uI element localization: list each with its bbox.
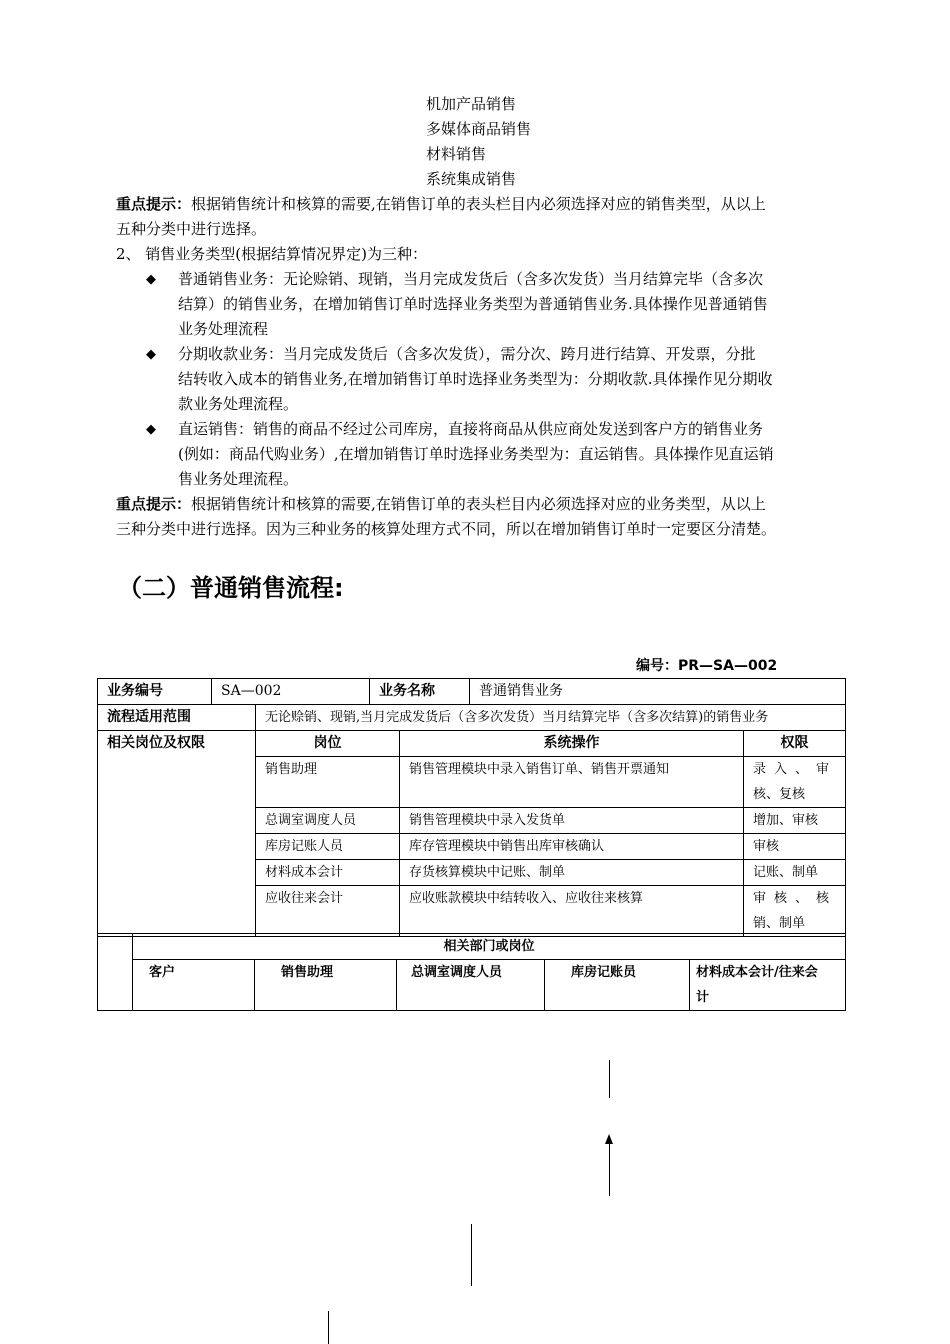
dept-left-margin <box>98 934 133 1011</box>
key-tip-text-cont: 五种分类中进行选择。 <box>116 220 267 238</box>
bullet-line: 分期收款业务：当月完成发货后（含多次发货），需分次、跨月进行结算、开发票，分批 <box>178 345 756 363</box>
dept-accountant-line: 计 <box>696 990 710 1005</box>
scope-value: 无论赊销、现销,当月完成发货后（含多次发货）当月结算完毕（含多次结算)的销售业务 <box>256 705 846 731</box>
diamond-bullet-icon: ◆ <box>146 272 156 287</box>
department-table <box>97 933 846 1011</box>
col-header-operation: 系统操作 <box>400 731 744 757</box>
post-cell: 总调室调度人员 <box>256 808 400 834</box>
bullet-line: 结转收入成本的销售业务,在增加销售订单时选择业务类型为：分期收款.具体操作见分期收 <box>178 370 773 388</box>
col-header-post: 岗位 <box>256 731 400 757</box>
business-types-heading: 2、 销售业务类型(根据结算情况界定)为三种： <box>116 245 428 263</box>
document-number: 编号：PR—SA—002 <box>636 658 778 674</box>
permission-line: 核、复核 <box>753 787 806 802</box>
sales-type-item: 材料销售 <box>426 145 487 163</box>
biz-name-value: 普通销售业务 <box>470 679 846 705</box>
post-cell: 销售助理 <box>256 757 400 808</box>
sales-type-item: 多媒体商品销售 <box>426 120 532 138</box>
key-tip-1 <box>116 192 846 242</box>
col-header-permission: 权限 <box>744 731 846 757</box>
post-cell: 应收往来会计 <box>256 886 400 937</box>
permission-line: 审 核 、 核 <box>753 891 830 906</box>
sales-type-item: 系统集成销售 <box>426 170 517 188</box>
key-tip-label: 重点提示： <box>116 495 192 513</box>
bullet-line: 普通销售业务：无论赊销、现销，当月完成发货后（含多次发货）当月结算完毕（含多次 <box>178 270 764 288</box>
dept-customer: 客户 <box>133 960 255 1011</box>
flow-connector-line <box>609 1142 610 1196</box>
bullet-line: 业务处理流程 <box>178 320 269 338</box>
bullet-installment <box>146 342 846 417</box>
permission-cell <box>744 757 846 808</box>
sales-type-item: 机加产品销售 <box>426 95 517 113</box>
operation-cell: 存货核算模块中记账、制单 <box>400 860 744 886</box>
key-tip-text: 根据销售统计和核算的需要,在销售订单的表头栏目内必须选择对应的业务类型，从以上 <box>191 495 766 513</box>
scope-label: 流程适用范围 <box>98 705 256 731</box>
flow-connector-line <box>471 1224 472 1286</box>
flow-connector-line <box>609 1060 610 1098</box>
bullet-line: (例如：商品代购业务）,在增加销售订单时选择业务类型为：直运销售。具体操作见直运销 <box>178 445 774 463</box>
key-tip-text: 根据销售统计和核算的需要,在销售订单的表头栏目内必须选择对应的销售类型，从以上 <box>191 195 766 213</box>
bullet-normal-sales <box>146 267 846 342</box>
biz-name-label: 业务名称 <box>370 679 470 705</box>
diamond-bullet-icon: ◆ <box>146 347 156 362</box>
diamond-bullet-icon: ◆ <box>146 422 156 437</box>
key-tip-text-cont: 三种分类中进行选择。因为三种业务的核算处理方式不同，所以在增加销售订单时一定要区分清楚。 <box>116 520 777 538</box>
post-cell: 库房记账人员 <box>256 834 400 860</box>
dept-dispatcher: 总调室调度人员 <box>397 960 545 1011</box>
key-tip-label: 重点提示： <box>116 195 192 213</box>
dept-sales-assistant: 销售助理 <box>255 960 397 1011</box>
biz-code-label: 业务编号 <box>98 679 212 705</box>
bullet-line: 结算）的销售业务，在增加销售订单时选择业务类型为普通销售业务.具体操作见普通销售 <box>178 295 768 313</box>
bullet-direct-shipping <box>146 417 846 492</box>
permission-cell: 增加、审核 <box>744 808 846 834</box>
process-table <box>97 678 846 937</box>
operation-cell: 销售管理模块中录入发货单 <box>400 808 744 834</box>
dept-warehouse-clerk: 库房记账员 <box>545 960 690 1011</box>
dept-header: 相关部门或岗位 <box>133 934 846 960</box>
bullet-line: 直运销售：销售的商品不经过公司库房，直接将商品从供应商处发送到客户方的销售业务 <box>178 420 764 438</box>
sales-type-list <box>426 92 531 192</box>
operation-cell: 库存管理模块中销售出库审核确认 <box>400 834 744 860</box>
key-tip-2 <box>116 492 846 542</box>
operation-cell: 销售管理模块中录入销售订单、销售开票通知 <box>400 757 744 808</box>
flow-connector-line <box>328 1311 329 1344</box>
bullet-line: 售业务处理流程。 <box>178 470 299 488</box>
permission-line: 录 入 、 审 <box>753 762 830 777</box>
permission-cell: 记账、制单 <box>744 860 846 886</box>
roles-label: 相关岗位及权限 <box>98 731 256 937</box>
biz-code-value: SA—002 <box>212 679 370 705</box>
bullet-line: 款业务处理流程。 <box>178 395 299 413</box>
post-cell: 材料成本会计 <box>256 860 400 886</box>
permission-line: 销、制单 <box>753 916 806 931</box>
section-title: （二）普通销售流程: <box>118 574 344 602</box>
dept-accountant-line: 材料成本会计/往来会 <box>696 965 818 980</box>
dept-accountant <box>690 960 846 1011</box>
permission-cell: 审核 <box>744 834 846 860</box>
permission-cell <box>744 886 846 937</box>
operation-cell: 应收账款模块中结转收入、应收往来核算 <box>400 886 744 937</box>
